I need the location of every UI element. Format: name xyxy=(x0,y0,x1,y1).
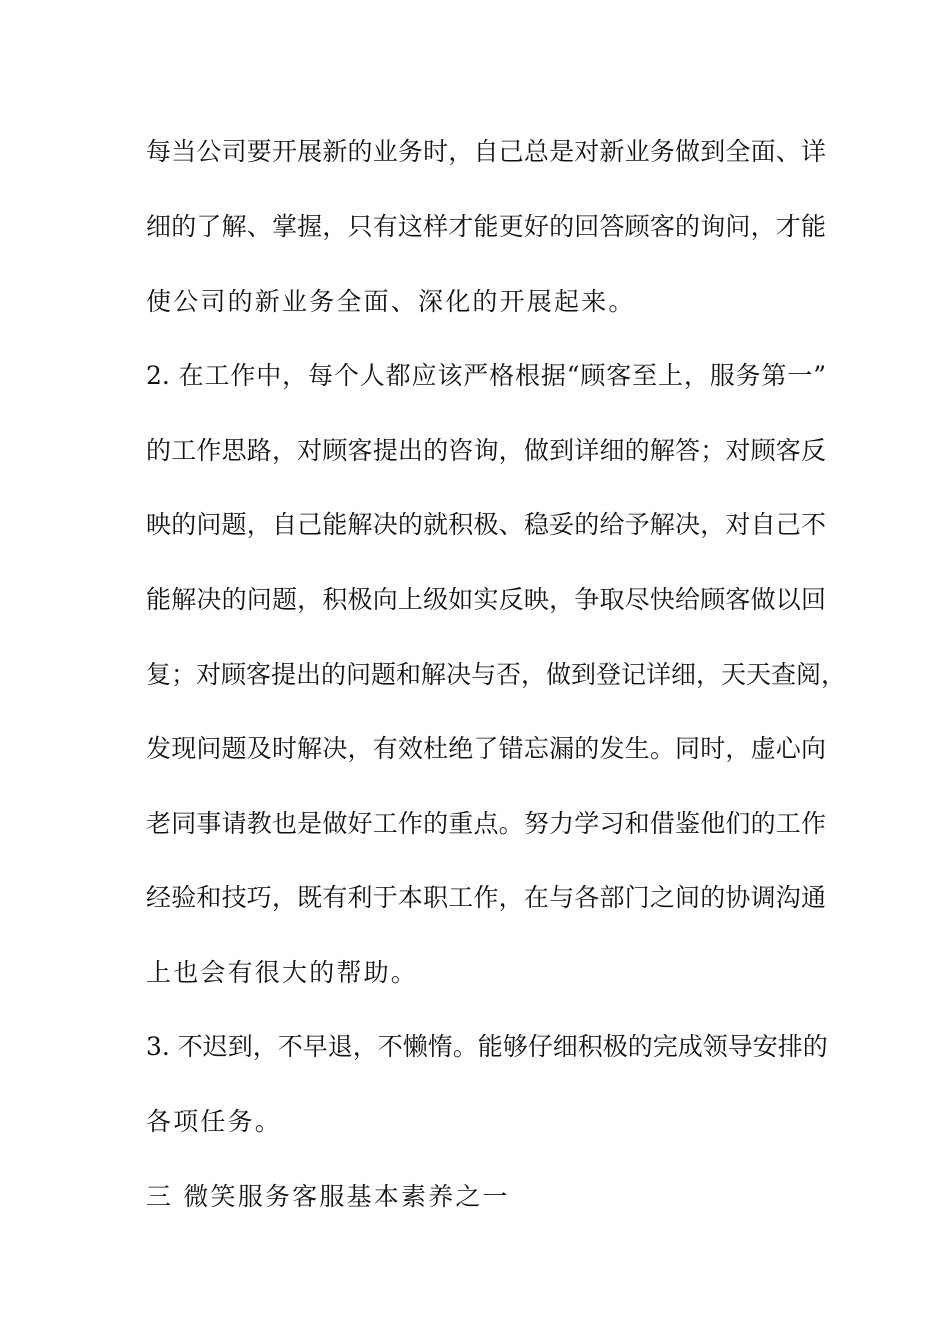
paragraph-line: 每当公司要开展新的业务时，自己总是对新业务做到全面、详 xyxy=(146,137,826,166)
paragraph-line: 上也会有很大的帮助。 xyxy=(146,958,419,987)
paragraph-line: 的工作思路，对顾客提出的咨询，做到详细的解答；对顾客反 xyxy=(146,436,826,465)
paragraph-line: 复；对顾客提出的问题和解决与否，做到登记详细，天天查阅， xyxy=(146,660,847,689)
paragraph-line: 各项任务。 xyxy=(146,1107,283,1136)
list-item-2-line: 2. 在工作中，每个人都应该严格根据“顾客至上，服务第一” xyxy=(146,361,826,390)
paragraph-line: 使公司的新业务全面、深化的开展起来。 xyxy=(146,287,636,316)
paragraph-line: 映的问题，自己能解决的就积极、稳妥的给予解决，对自己不 xyxy=(146,510,826,539)
section-heading: 三 微笑服务客服基本素养之一 xyxy=(146,1182,510,1211)
paragraph-line: 发现问题及时解决，有效杜绝了错忘漏的发生。同时，虚心向 xyxy=(146,734,826,763)
paragraph-line: 细的了解、掌握，只有这样才能更好的回答顾客的询问，才能 xyxy=(146,212,826,241)
paragraph-line: 经验和技巧，既有利于本职工作，在与各部门之间的协调沟通 xyxy=(146,883,826,912)
paragraph-line: 老同事请教也是做好工作的重点。努力学习和借鉴他们的工作 xyxy=(146,809,826,838)
paragraph-line: 能解决的问题，积极向上级如实反映，争取尽快给顾客做以回 xyxy=(146,585,826,614)
list-item-3-line: 3. 不迟到，不早退，不懒惰。能够仔细积极的完成领导安排的 xyxy=(146,1032,828,1061)
